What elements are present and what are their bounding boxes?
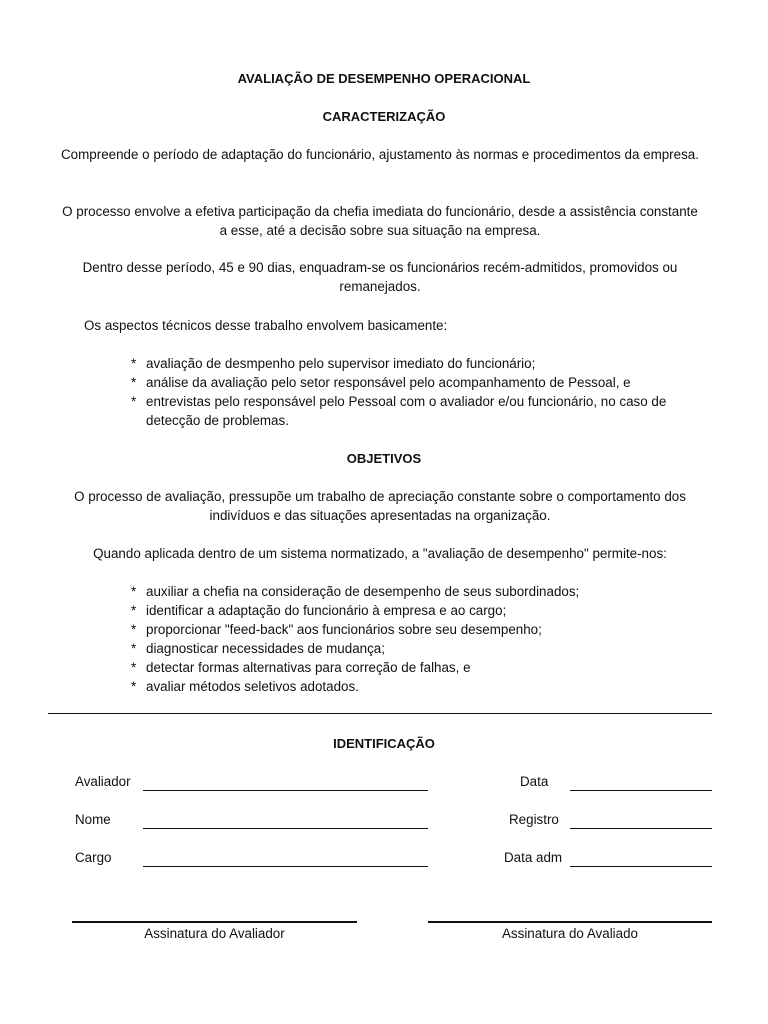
paragraph: Compreende o período de adaptação do funcionário, ajustamento às normas e procedimentos da empresa. — [61, 147, 699, 162]
avaliado-signature-line[interactable] — [428, 921, 712, 923]
paragraph: Dentro desse período, 45 e 90 dias, enquadram-se os funcionários recém-admitidos, promovidos ou remanejados. — [82, 260, 678, 294]
nome-field[interactable] — [143, 828, 428, 829]
document-title: AVALIAÇÃO DE DESEMPENHO OPERACIONAL — [237, 71, 531, 86]
section-heading-objetivos: OBJETIVOS — [346, 451, 422, 466]
bullet-marker: * — [131, 356, 137, 371]
bullet-marker: * — [131, 603, 137, 618]
section-heading-identificacao: IDENTIFICAÇÃO — [333, 736, 435, 751]
bullet-marker: * — [131, 394, 137, 409]
bullet-marker: * — [131, 375, 137, 390]
list-item-text: entrevistas pelo responsável pelo Pessoal com o avaliador e/ou funcionário, no caso de detecção de problemas. — [146, 394, 667, 428]
list-item — [131, 373, 711, 392]
avaliador-signature-label: Assinatura do Avaliador — [144, 926, 285, 941]
bullet-marker: * — [131, 622, 137, 637]
bullet-marker: * — [131, 584, 137, 599]
list-intro: Os aspectos técnicos desse trabalho envolvem basicamente: — [84, 318, 448, 333]
list-item-text: auxiliar a chefia na consideração de desempenho de seus subordinados; — [146, 584, 580, 599]
list-item-text: proporcionar "feed-back" aos funcionários sobre seu desempenho; — [146, 622, 542, 637]
technical-aspects-list — [131, 354, 711, 430]
paragraph: Quando aplicada dentro de um sistema normatizado, a "avaliação de desempenho" permite-nos: — [93, 546, 667, 561]
data-adm-field[interactable] — [570, 866, 712, 867]
data-adm-label: Data adm — [504, 850, 563, 865]
section-heading-caracterizacao: CARACTERIZAÇÃO — [322, 109, 446, 124]
bullet-marker: * — [131, 679, 137, 694]
list-item — [131, 354, 711, 373]
list-item-text: diagnosticar necessidades de mudança; — [146, 641, 385, 656]
list-item — [131, 601, 711, 620]
list-item-text: detectar formas alternativas para correção de falhas, e — [146, 660, 471, 675]
avaliado-signature-label: Assinatura do Avaliado — [502, 926, 638, 941]
list-item — [131, 582, 711, 601]
list-item — [131, 658, 711, 677]
list-item-text: avaliação de desmpenho pelo supervisor imediato do funcionário; — [146, 356, 536, 371]
list-item — [131, 620, 711, 639]
registro-field[interactable] — [570, 828, 712, 829]
bullet-marker: * — [131, 660, 137, 675]
section-divider — [48, 713, 712, 714]
list-item — [131, 392, 711, 430]
bullet-marker: * — [131, 641, 137, 656]
list-item-text: avaliar métodos seletivos adotados. — [146, 679, 359, 694]
paragraph: O processo envolve a efetiva participação da chefia imediata do funcionário, desde a assistência constante a esse, até a decisão sobre sua situação na empresa. — [62, 204, 698, 238]
avaliador-label: Avaliador — [75, 774, 131, 789]
avaliador-field[interactable] — [143, 790, 428, 791]
list-item-text: identificar a adaptação do funcionário à empresa e ao cargo; — [146, 603, 507, 618]
avaliador-signature-line[interactable] — [72, 921, 357, 923]
nome-label: Nome — [75, 812, 111, 827]
list-item-text: análise da avaliação pelo setor responsável pelo acompanhamento de Pessoal, e — [146, 375, 631, 390]
list-item — [131, 639, 711, 658]
cargo-label: Cargo — [75, 850, 112, 865]
registro-label: Registro — [509, 812, 559, 827]
cargo-field[interactable] — [143, 866, 428, 867]
paragraph: O processo de avaliação, pressupõe um trabalho de apreciação constante sobre o comportamento dos indivíduos e das situações apresentadas na organização. — [74, 489, 686, 523]
objectives-list — [131, 582, 711, 696]
list-item — [131, 677, 711, 696]
data-field[interactable] — [570, 790, 712, 791]
data-label: Data — [520, 774, 549, 789]
